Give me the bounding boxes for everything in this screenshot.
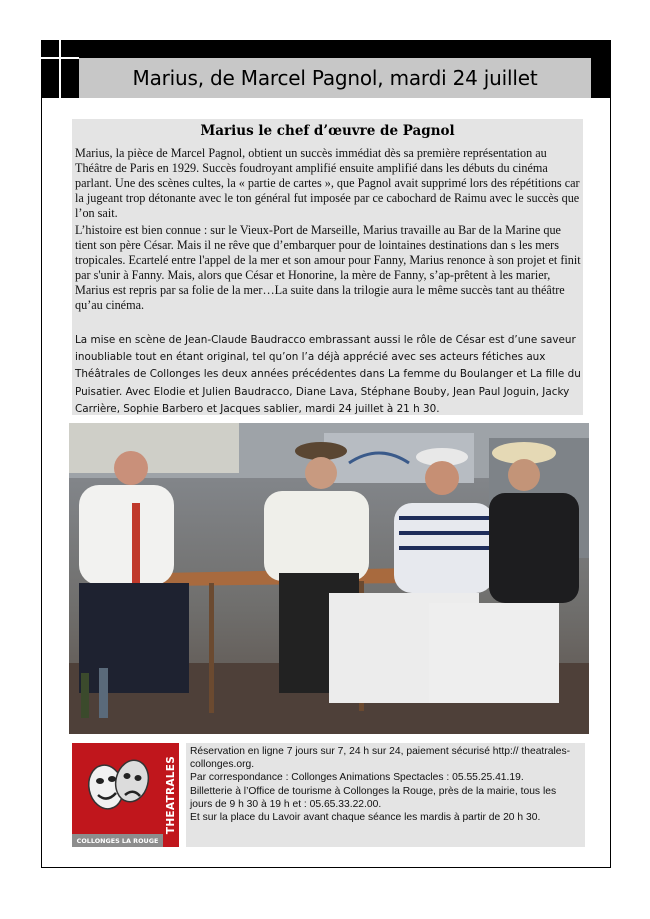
- article-box: [72, 119, 583, 415]
- info-line-3: Billetterie à l’Office de tourisme à Collonges la Rouge, près de la mairie, tous les jours de 9 h 30 à 19 h et : 05.65.33.22.00.: [190, 785, 557, 810]
- page-title: Marius, de Marcel Pagnol, mardi 24 juillet: [79, 58, 591, 98]
- logo-vertical-text: THEATRALES: [165, 755, 177, 835]
- header-bar: [41, 40, 610, 58]
- info-line-1: Réservation en ligne 7 jours sur 7, 24 h sur 24, paiement sécurisé http:// theatrales-collonges.org.: [190, 746, 571, 771]
- logo-bottom-text: COLLONGES LA ROUGE: [76, 836, 159, 845]
- info-line-2: Par correspondance : Collonges Animations Spectacles : 05.55.25.41.19.: [190, 772, 524, 784]
- reservation-info: [186, 743, 585, 847]
- play-photo-illustration: [69, 423, 589, 734]
- article-title: Marius le chef d’œuvre de Pagnol: [200, 123, 455, 139]
- article-paragraph-3: La mise en scène de Jean-Claude Baudracco embrassant aussi le rôle de César est d’une saveur inoubliable tout en étant original, tel qu’on l’a déjà apprécié avec ses acteurs fétiches aux Théâtrales de Collonges les deux années précédentes dans La femme du Boulanger et La fille du Puisatier. Avec Elodie et Julien Baudracco, Diane Lava, Stéphane Bouby, Jean Paul Joguin, Jacky Carrière, Sophie Barbero et Jacques sablier, mardi 24 juillet à 21 h 30.: [75, 334, 581, 415]
- logo-bottom-strip: [72, 834, 163, 847]
- article-paragraph-2: L’histoire est bien connue : sur le Vieux-Port de Marseille, Marius travaille au Bar de la Marine que tient son père César. Mais il ne rêve que d’embarquer pour de lointaines destinations dan s les mers tropicales. Ecartelé entre l'appel de la mer et son amour pour Fanny, Marius renonce à son projet et finit par s'unir à Fanny. Mais, alors que César et Honorine, la mère de Fanny, s’ap-prêtent à les marier, Marius est repris par sa folie de la mer…La suite dans la trilogie aura le même succès tant au théâtre qu’au cinéma.: [75, 223, 581, 312]
- header-corner-line-v: [59, 40, 61, 98]
- header-right-block: [591, 58, 610, 98]
- info-line-4: Et sur la place du Lavoir avant chaque séance les mardis à partir de 20 h 30.: [190, 812, 541, 824]
- theatrales-logo: [72, 743, 179, 847]
- article-paragraph-1: Marius, la pièce de Marcel Pagnol, obtient un succès immédiat dès sa première représentation au Théâtre de Paris en 1929. Succès foudroyant amplifié ensuite amplifié dans les débuts du cinéma parlant. Une des scènes cultes, la « partie de cartes », que Pagnol avait supprimé lors des répétitions car la jugeant trop détonante avec le ton général fut imposée par ce cabochard de Raimu avec le succès que l’on sait.: [75, 146, 580, 220]
- theater-masks-icon: [80, 751, 158, 821]
- play-photo: [69, 423, 589, 734]
